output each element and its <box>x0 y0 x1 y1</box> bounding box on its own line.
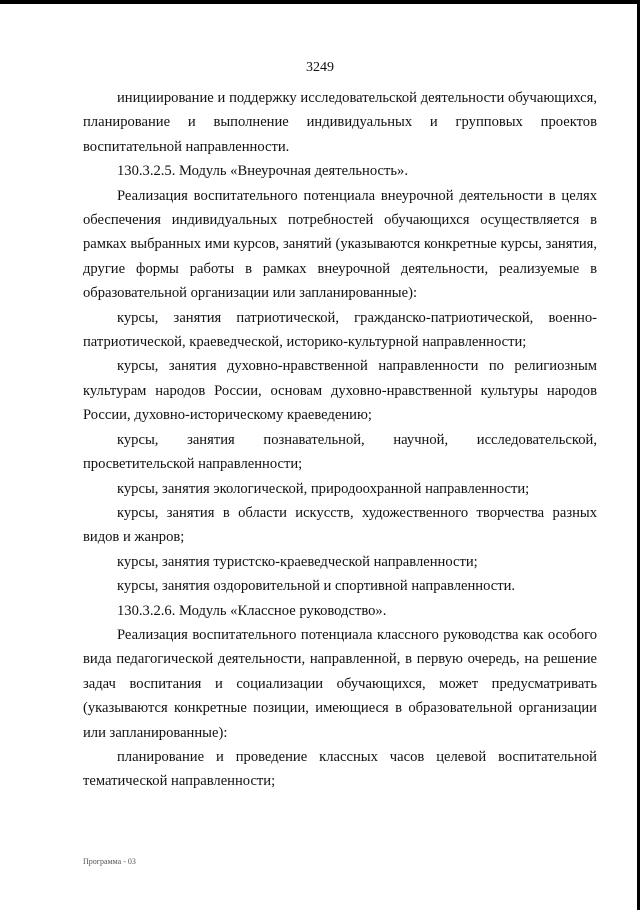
page-footer: Программа - 03 <box>83 857 136 866</box>
paragraph: курсы, занятия духовно-нравственной направленности по религиозным культурам народов России, основам духовно-нравственной культуры народов России, духовно-историческому краеведению; <box>83 358 597 424</box>
paragraph: курсы, занятия патриотической, гражданско-патриотической, военно-патриотической, краеведческой, историко-культурной направленности; <box>83 309 597 351</box>
paragraph: курсы, занятия туристско-краеведческой направленности; <box>117 553 478 570</box>
scan-top-edge <box>0 0 640 4</box>
paragraph: курсы, занятия в области искусств, художественного творчества разных видов и жанров; <box>83 504 597 546</box>
paragraph: Реализация воспитательного потенциала внеурочной деятельности в целях обеспечения индивидуальных потребностей обучающихся осуществляется в рамках выбранных ими курсов, занятий (указываются конкретные курсы, занятия, другие формы работы в рамках внеурочной деятельности, реализуемые в образовательной организации или запланированные): <box>83 187 597 302</box>
paragraph: 130.3.2.6. Модуль «Классное руководство». <box>117 602 387 619</box>
paragraph: инициирование и поддержку исследовательской деятельности обучающихся, планирование и выполнение индивидуальных и групповых проектов воспитательной направленности. <box>83 90 597 155</box>
paragraph: курсы, занятия экологической, природоохранной направленности; <box>117 480 530 497</box>
document-body <box>83 86 597 794</box>
paragraph: курсы, занятия оздоровительной и спортивной направленности. <box>117 578 516 595</box>
paragraph: 130.3.2.5. Модуль «Внеурочная деятельность». <box>117 163 408 180</box>
page-number: 3249 <box>306 60 334 75</box>
paragraph: курсы, занятия познавательной, научной, исследовательской, просветительской направленности; <box>83 431 597 473</box>
paragraph: Реализация воспитательного потенциала классного руководства как особого вида педагогической деятельности, направленной, в первую очередь, на решение задач воспитания и социализации обучающихся, может предусматривать (указываются конкретные позиции, имеющиеся в образовательной организации или запланированные): <box>83 626 597 741</box>
paragraph: планирование и проведение классных часов целевой воспитательной тематической направленности; <box>83 748 597 790</box>
